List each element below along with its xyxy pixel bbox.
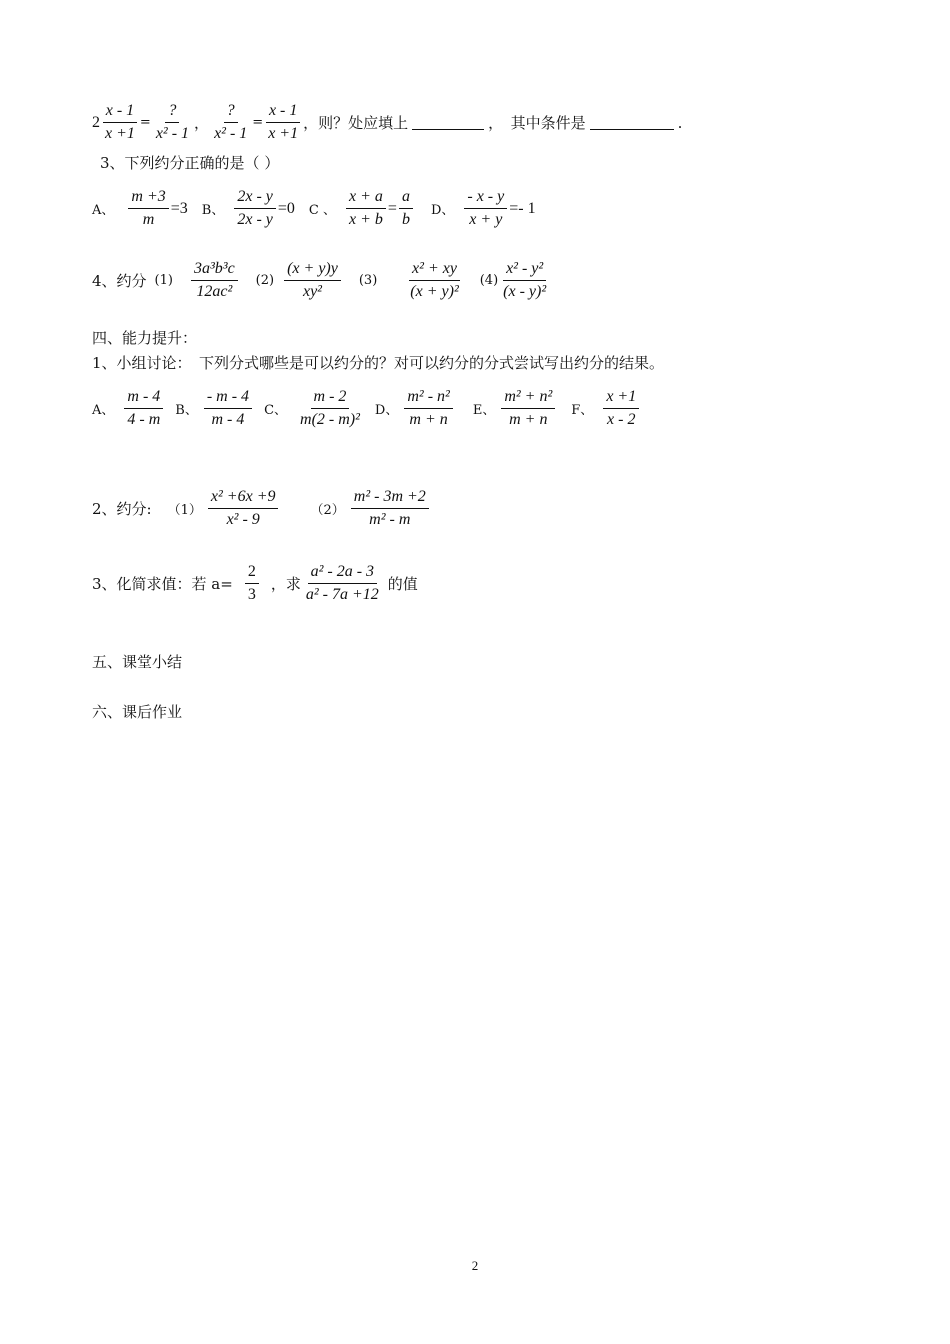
option-label: E、 — [472, 403, 496, 418]
simplify-question: 2、约分: （1） $\frac{\text{x² +6x +9}}{\text{x² - 9}}$ （2） $\frac{\text{m² - 3m +2}}{\text{m² - m}}$ — [92, 488, 431, 529]
fraction: $\frac{\text{x² + xy}}{\text{(x + y)²}}$ — [410, 260, 459, 300]
instruction-text: ， 其中条件是 — [488, 114, 586, 132]
option-label: D、 — [430, 203, 455, 218]
option-label: C 、 — [308, 203, 336, 218]
fraction: $\frac{x +1}{x - 2}$ — [603, 388, 639, 429]
fraction: $\frac{a}{b}$ — [399, 188, 413, 229]
fraction: $\frac{m - 4}{4 - m}$ — [124, 388, 163, 429]
evaluate-question: 3、化简求值：若 a= $\frac{2}{3}$ ，求 $\frac{\text{a² - 2a - 3}}{\text{a² - 7a +12}}$ 的值 — [92, 563, 418, 603]
page-number: 2 — [471, 1258, 479, 1273]
option-label: D、 — [374, 403, 399, 418]
fill-in-line: 2 $\frac{x - 1}{x +1}$ = $\frac{?}{\text{x² - 1}}$ ， $\frac{?}{\text{x² - 1}}$ = $\frac{x - 1}{x +1}$ ，则？处应填上 ， 其中条件是 . — [92, 102, 683, 142]
fraction: $\frac{m +3}{m}$ — [128, 188, 168, 229]
condition-blank[interactable] — [590, 115, 674, 130]
fraction: $\frac{\text{m² - 3m +2}}{\text{m² - m}}$ — [351, 488, 429, 529]
fraction: $\frac{x - 1}{x +1}$ — [265, 102, 301, 143]
fraction: $\frac{\text{a² - 2a - 3}}{\text{a² - 7a +12}}$ — [305, 563, 379, 603]
question-3: 3、下列约分正确的是（ ） — [100, 154, 280, 172]
option-label: A、 — [92, 203, 115, 218]
answer-blank[interactable] — [412, 115, 484, 130]
fraction: $\frac{x + a}{x + b}$ — [346, 188, 386, 229]
question-3-options: A、 $\frac{m +3}{m}$ =3 B、 $\frac{2x - y}{2x - y}$ =0 C 、 $\frac{x + a}{x + b}$ = $\frac{a}{b}$ D、 $\frac{- x - y}{x + y}$ =- 1 — [92, 188, 536, 228]
fraction: $\frac{- x - y}{x + y}$ — [464, 188, 507, 229]
leading-number: 2 — [92, 113, 100, 131]
section-heading: 五、课堂小结 — [92, 653, 183, 671]
fraction: $\frac{2}{3}$ — [245, 563, 259, 604]
option-label: B、 — [175, 403, 198, 418]
fraction: $\frac{- m - 4}{m - 4}$ — [204, 388, 252, 429]
fraction: $\frac{2x - y}{2x - y}$ — [234, 188, 276, 229]
fraction: $\frac{\text{m² - n²}}{m + n}$ — [404, 388, 452, 429]
section-heading: 四、能力提升： — [92, 329, 198, 347]
fraction: $\frac{\text{m² + n²}}{m + n}$ — [501, 388, 555, 429]
instruction-text: ，则？处应填上 — [303, 114, 409, 132]
fraction: $\frac{m - 2}{\text{m(2 - m)²}}$ — [300, 388, 360, 428]
fraction: $\frac{\text{x² +6x +9}}{\text{x² - 9}}$ — [208, 488, 279, 529]
fraction: $\frac{\text{x² - y²}}{\text{(x - y)²}}$ — [503, 260, 547, 300]
question-4: 4、约分 (1) $\frac{\text{3a³b³c}}{\text{12ac²}}$ (2) $\frac{(x + y)y}{\text{xy²}}$ (3) $\frac{\text{x² + xy}}{\text{(x + y)²}}$ (4) $\frac{\text{x² - y²}}{\text{(x - y)²}}$ — [92, 260, 551, 301]
fraction: $\frac{(x + y)y}{\text{xy²}}$ — [284, 260, 341, 301]
fraction: $\frac{?}{\text{x² - 1}}$ — [214, 102, 248, 142]
fraction: $\frac{\text{3a³b³c}}{\text{12ac²}}$ — [191, 260, 238, 301]
option-label: B、 — [201, 203, 225, 218]
discussion-prompt: 1、小组讨论： 下列分式哪些是可以约分的？对可以约分的分式尝试写出约分的结果。 — [92, 354, 665, 372]
fraction: $\frac{x - 1}{x +1}$ — [102, 102, 138, 143]
fraction: $\frac{?}{\text{x² - 1}}$ — [155, 102, 190, 142]
section-heading: 六、课后作业 — [92, 703, 183, 721]
option-label: A、 — [92, 403, 115, 418]
option-label: C、 — [264, 403, 288, 418]
discussion-options — [92, 388, 641, 429]
option-label: F、 — [571, 403, 594, 418]
